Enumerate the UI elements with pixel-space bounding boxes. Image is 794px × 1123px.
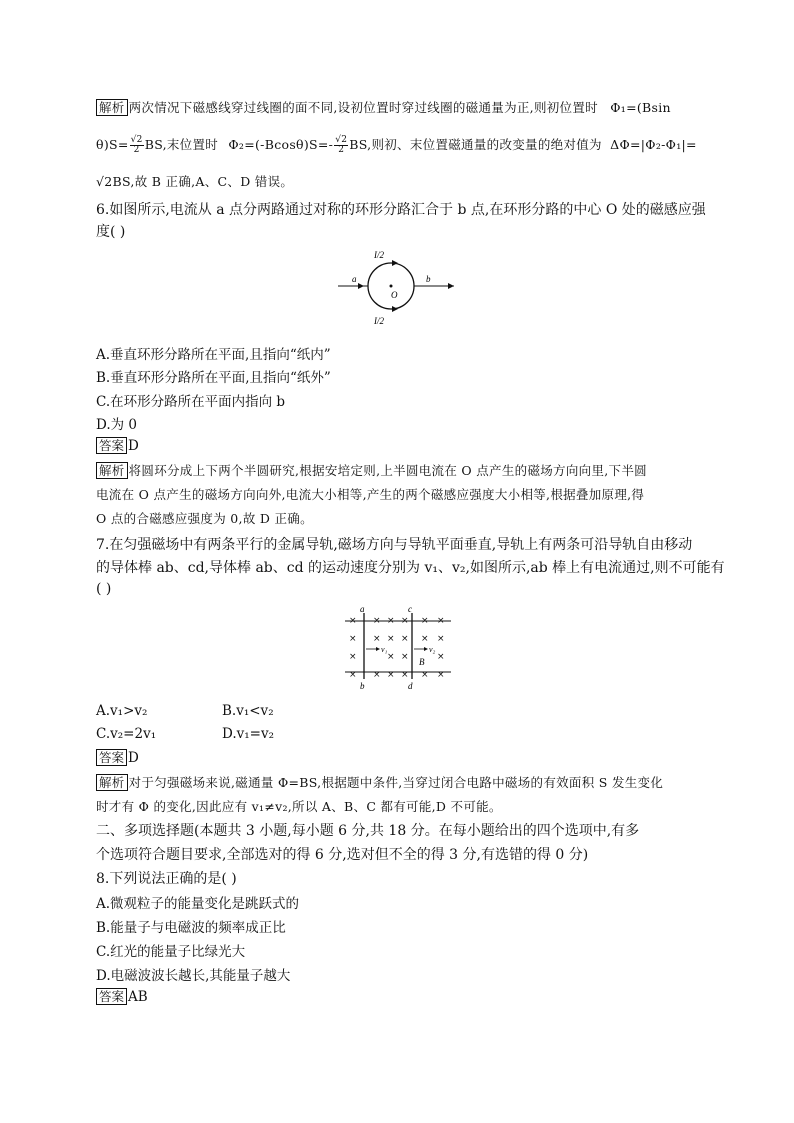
- field-cross: ×: [401, 616, 409, 626]
- field-cross: ×: [421, 616, 429, 626]
- label-c: c: [408, 604, 412, 614]
- q6-option-c: C.在环形分路所在平面内指向 b: [96, 394, 286, 410]
- v1-arrowhead: [376, 647, 380, 651]
- field-cross: ×: [387, 670, 395, 680]
- q8-option-c: C.红光的能量子比绿光大: [96, 944, 246, 960]
- q7-analysis-line-2: 时才有 Φ 的变化,因此应有 v₁≠v₂,所以 A、B、C 都有可能,D 不可能。: [96, 799, 502, 814]
- q6-option-d: D.为 0: [96, 417, 138, 433]
- arrow-bottom: [392, 306, 398, 312]
- q6-stem-line-1: 6.如图所示,电流从 a 点分两路通过对称的环形分路汇合于 b 点,在环形分路的中心 O 处的磁感应强: [96, 202, 706, 218]
- field-cross: ×: [437, 670, 445, 680]
- label-d: d: [408, 681, 413, 691]
- fraction: $\frac{√2}{2}$: [335, 135, 348, 155]
- ring-circuit-figure: [334, 248, 464, 328]
- q6-option-b: B.垂直环形分路所在平面,且指向“纸外”: [96, 370, 331, 386]
- label-top-current: I/2: [374, 250, 384, 260]
- q7-stem-line-3: ( ): [96, 581, 112, 597]
- center-dot: [390, 285, 393, 288]
- label-b: b: [426, 274, 431, 284]
- label-a: a: [352, 274, 357, 284]
- field-cross: ×: [421, 634, 429, 644]
- answer-tag: 答案: [96, 437, 127, 454]
- q7-stem-line-2: 的导体棒 ab、cd,导体棒 ab、cd 的运动速度分别为 v₁、v₂,如图所示,ab 棒上有电流通过,则不可能有: [96, 560, 725, 576]
- field-cross: ×: [421, 670, 429, 680]
- field-cross: ×: [349, 652, 357, 662]
- field-cross: ×: [437, 652, 445, 662]
- analysis-tag: 解析: [96, 99, 128, 116]
- label-v2: v₂: [429, 645, 436, 654]
- section-2-heading-line-1: 二、多项选择题(本题共 3 小题,每小题 6 分,共 18 分。在每小题给出的四个选项中,有多: [96, 823, 640, 839]
- field-cross: ×: [349, 634, 357, 644]
- label-b: b: [360, 681, 365, 691]
- field-cross: ×: [401, 670, 409, 680]
- analysis-tag: 解析: [96, 774, 128, 791]
- prev-analysis-line-3: √2BS,故 B 正确,A、C、D 错误。: [96, 174, 294, 189]
- arrow-b: [448, 283, 454, 289]
- prev-analysis-line-2: θ)S= $\frac{√2}{2}$ BS,末位置时 Φ₂=(-Bcosθ)S=- $\frac{√2}{2}$ BS,则初、末位置磁通量的改变量的绝对值为 ΔΦ=|Φ₂-Φ₁|=: [96, 135, 697, 155]
- q7-stem-line-1: 7.在匀强磁场中有两条平行的金属导轨,磁场方向与导轨平面垂直,导轨上有两条可沿导轨自由移动: [96, 537, 693, 553]
- q8-answer-value: AB: [128, 989, 148, 1005]
- q7-analysis-line-1: 解析 对于匀强磁场来说,磁通量 Φ=BS,根据题中条件,当穿过闭合电路中磁场的有效面积 S 发生变化: [96, 773, 663, 791]
- q6-option-a: A.垂直环形分路所在平面,且指向“纸内”: [96, 347, 331, 363]
- field-cross: ×: [349, 616, 357, 626]
- field-cross: ×: [349, 670, 357, 680]
- analysis-tag: 解析: [96, 462, 128, 479]
- label-B: B: [419, 657, 425, 667]
- field-cross: ×: [387, 616, 395, 626]
- q6-answer-value: D: [128, 438, 139, 454]
- field-cross: ×: [373, 634, 381, 644]
- answer-tag: 答案: [96, 988, 127, 1005]
- field-cross: ×: [437, 616, 445, 626]
- q7-option-b: B.v₁<v₂: [222, 703, 274, 719]
- section-2-heading-line-2: 个选项符合题目要求,全部选对的得 6 分,选对但不全的得 3 分,有选错的得 0 分): [96, 847, 589, 863]
- field-cross: ×: [437, 634, 445, 644]
- fraction: $\frac{√2}{2}$: [130, 135, 143, 155]
- q6-stem-line-2: 度( ): [96, 224, 126, 240]
- q6-analysis-line-1: 解析 将圆环分成上下两个半圆研究,根据安培定则,上半圆电流在 O 点产生的磁场方向向里,下半圆: [96, 461, 647, 479]
- q8-stem: 8.下列说法正确的是( ): [96, 871, 237, 887]
- label-v1: v₁: [381, 645, 388, 654]
- prev-analysis-line-1: 解析 两次情况下磁感线穿过线圈的面不同,设初位置时穿过线圈的磁通量为正,则初位置时 Φ₁=(Bsin: [96, 98, 671, 116]
- q6-analysis-line-3: O 点的合磁感应强度为 0,故 D 正确。: [96, 511, 313, 526]
- arrow-a: [358, 283, 364, 289]
- label-bottom-current: I/2: [374, 316, 384, 326]
- rails-figure: [343, 603, 455, 693]
- field-cross: ×: [401, 634, 409, 644]
- field-cross: ×: [373, 616, 381, 626]
- field-cross: ×: [387, 634, 395, 644]
- q7-option-a: A.v₁>v₂: [96, 703, 148, 719]
- field-cross: ×: [387, 652, 395, 662]
- label-a: a: [360, 604, 365, 614]
- q7-answer-value: D: [128, 750, 139, 766]
- q8-option-d: D.电磁波波长越长,其能量子越大: [96, 968, 291, 984]
- q7-option-c: C.v₂=2v₁: [96, 726, 157, 742]
- arrow-top: [392, 260, 398, 266]
- field-cross: ×: [373, 670, 381, 680]
- q6-answer: [96, 437, 139, 454]
- q8-option-a: A.微观粒子的能量变化是跳跃式的: [96, 896, 300, 912]
- field-cross: ×: [401, 652, 409, 662]
- q8-option-b: B.能量子与电磁波的频率成正比: [96, 920, 286, 936]
- q7-answer: [96, 749, 139, 766]
- q8-answer: [96, 988, 148, 1005]
- label-o: O: [391, 290, 398, 300]
- v2-arrowhead: [424, 647, 428, 651]
- q7-option-d: D.v₁=v₂: [222, 726, 275, 742]
- phi1-expression: Φ₁=(Bsin: [610, 100, 671, 115]
- q6-analysis-line-2: 电流在 O 点产生的磁场方向向外,电流大小相等,产生的两个磁感应强度大小相等,根据叠加原理,得: [96, 487, 645, 502]
- answer-tag: 答案: [96, 749, 127, 766]
